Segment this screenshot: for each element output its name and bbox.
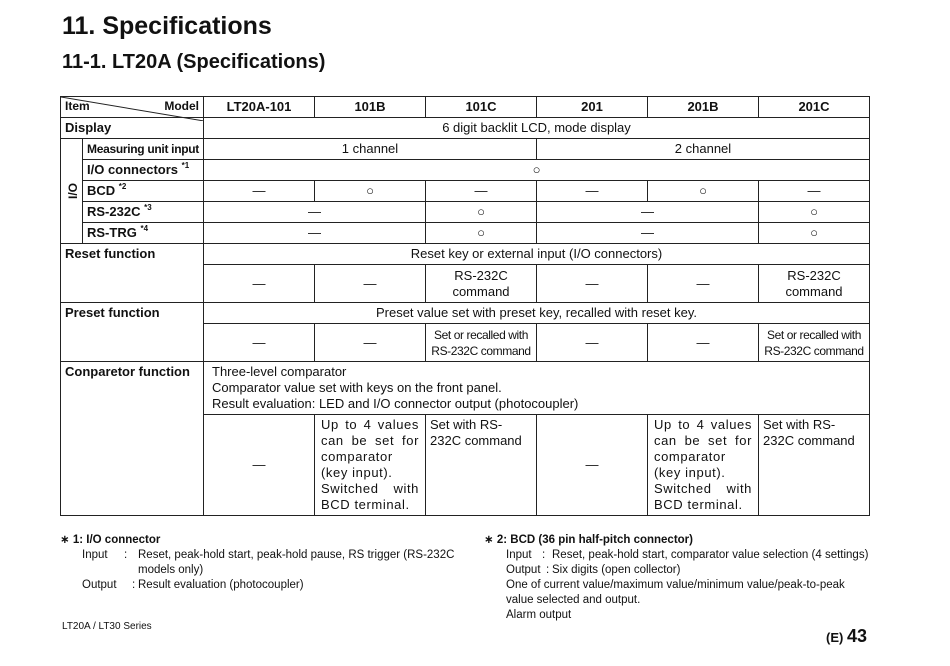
page-number: (E) 43 — [826, 626, 867, 646]
dash-mark: — — [426, 181, 537, 202]
dash-mark: — — [204, 415, 315, 516]
reset-label: Reset function — [61, 244, 204, 303]
circle-mark: ○ — [426, 223, 537, 244]
note-title: ∗ 2: BCD (36 pin half-pitch connector) — [484, 534, 693, 546]
comparator-line: Comparator value set with keys on the front panel. — [212, 380, 502, 395]
measuring-row — [61, 139, 870, 160]
comparator-description — [204, 362, 870, 415]
model-header: 101C — [426, 97, 537, 118]
dash-mark: — — [204, 181, 315, 202]
dash-mark: — — [315, 324, 426, 362]
preset-value: Preset value set with preset key, recalled with reset key. — [204, 303, 870, 324]
dash-mark: — — [315, 265, 426, 303]
model-header: 201 — [537, 97, 648, 118]
comparator-command: Set with RS-232C command — [426, 415, 537, 516]
io-connectors-row — [61, 160, 870, 181]
spec-table — [60, 96, 870, 516]
model-label: Model — [164, 99, 199, 113]
comparator-line: Three-level comparator — [212, 364, 347, 379]
preset-row — [61, 303, 870, 324]
rs232c-row — [61, 202, 870, 223]
note-output: Output : Result evaluation (photocoupler) — [82, 579, 304, 591]
circle-mark: ○ — [204, 160, 870, 181]
note-title: ∗ 1: I/O connector — [60, 534, 161, 546]
comparator-command: Set with RS-232C command — [759, 415, 870, 516]
io-group-label: I/O — [61, 139, 83, 244]
reset-row — [61, 244, 870, 265]
dash-mark: — — [204, 202, 426, 223]
dash-mark: — — [759, 181, 870, 202]
dash-mark: — — [204, 223, 426, 244]
measuring-2ch: 2 channel — [537, 139, 870, 160]
model-header: LT20A-101 — [204, 97, 315, 118]
io-connectors-label: I/O connectors $^{*1}$ — [83, 160, 204, 181]
circle-mark: ○ — [315, 181, 426, 202]
dash-mark: — — [648, 324, 759, 362]
comparator-label: Conparetor function — [61, 362, 204, 516]
dash-mark: — — [537, 324, 648, 362]
circle-mark: ○ — [426, 202, 537, 223]
note-io-connector — [60, 533, 460, 593]
section-heading: 11-1. LT20A (Specifications) — [62, 51, 326, 73]
table-header-row — [61, 97, 870, 118]
comparator-row — [61, 362, 870, 415]
circle-mark: ○ — [759, 202, 870, 223]
item-label: Item — [65, 99, 90, 113]
note-input: Input : Reset, peak-hold start, comparator value selection (4 settings) — [506, 549, 869, 561]
bcd-label: BCD $^{*2}$ — [83, 181, 204, 202]
dash-mark: — — [204, 265, 315, 303]
dash-mark: — — [537, 415, 648, 516]
dash-mark: — — [648, 265, 759, 303]
rs232c-label: RS-232C $^{*3}$ — [83, 202, 204, 223]
dash-mark: — — [537, 202, 759, 223]
preset-command: Set or recalled with RS-232C command — [426, 324, 537, 362]
dash-mark: — — [537, 265, 648, 303]
comparator-line: Result evaluation: LED and I/O connector output (photocoupler) — [212, 396, 579, 411]
rs232c-command: RS-232C command — [759, 265, 870, 303]
bcd-row — [61, 181, 870, 202]
measuring-1ch: 1 channel — [204, 139, 537, 160]
reset-value: Reset key or external input (I/O connectors) — [204, 244, 870, 265]
circle-mark: ○ — [759, 223, 870, 244]
dash-mark: — — [537, 223, 759, 244]
note-input: Input : Reset, peak-hold start, peak-hold pause, RS trigger (RS-232C models only) — [82, 549, 455, 576]
measuring-label: Measuring unit input — [83, 139, 204, 160]
footer-series: LT20A / LT30 Series — [62, 621, 152, 632]
display-value: 6 digit backlit LCD, mode display — [204, 118, 870, 139]
dash-mark: — — [537, 181, 648, 202]
model-header: 101B — [315, 97, 426, 118]
note-line: Alarm output — [506, 609, 572, 621]
comparator-keys-cell: Up to 4 values can be set for comparator (key input). Switched with BCD terminal. — [648, 415, 759, 516]
preset-label: Preset function — [61, 303, 204, 362]
page-heading: 11. Specifications — [62, 12, 272, 40]
item-model-cell — [61, 97, 204, 118]
circle-mark: ○ — [648, 181, 759, 202]
note-bcd — [484, 533, 874, 623]
rstrg-label: RS-TRG $^{*4}$ — [83, 223, 204, 244]
preset-command: Set or recalled with RS-232C command — [759, 324, 870, 362]
note-output: Output : Six digits (open collector) — [506, 564, 681, 576]
display-label: Display — [61, 118, 204, 139]
dash-mark: — — [204, 324, 315, 362]
rstrg-row — [61, 223, 870, 244]
model-header: 201C — [759, 97, 870, 118]
model-header: 201B — [648, 97, 759, 118]
note-line: One of current value/maximum value/minimum value/peak-to-peak value selected and output. — [506, 579, 845, 606]
rs232c-command: RS-232C command — [426, 265, 537, 303]
comparator-keys-cell: Up to 4 values can be set for comparator (key input). Switched with BCD terminal. — [315, 415, 426, 516]
